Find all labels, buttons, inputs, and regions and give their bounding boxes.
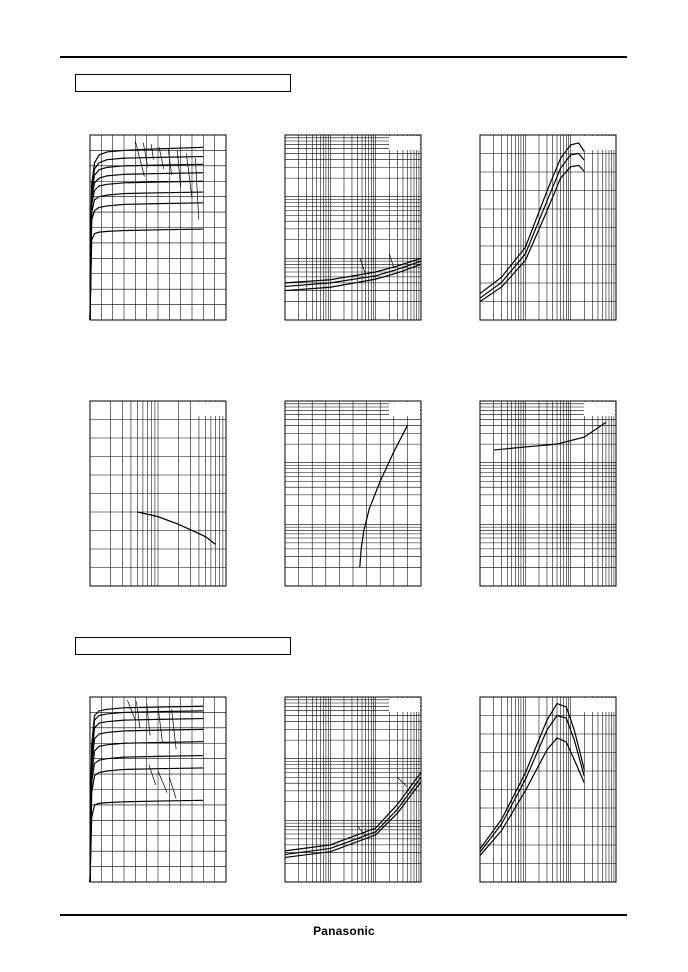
chart-2 xyxy=(285,135,421,320)
bottom-rule xyxy=(60,914,627,916)
legend-area xyxy=(584,402,615,416)
chart-7 xyxy=(90,697,226,882)
legend-area xyxy=(584,698,615,712)
chart-8 xyxy=(285,697,421,882)
section-1-title-box xyxy=(75,74,291,92)
plot-area xyxy=(285,697,421,882)
legend-area xyxy=(389,402,420,416)
section-2-title-box xyxy=(75,637,291,655)
legend-area xyxy=(389,698,420,712)
brand-logo-text: Panasonic xyxy=(313,924,375,938)
legend-area xyxy=(584,136,615,150)
chart-5 xyxy=(285,401,421,586)
chart-4 xyxy=(90,401,226,586)
legend-area xyxy=(389,136,420,150)
plot-area xyxy=(285,135,421,320)
chart-1 xyxy=(90,135,226,320)
grid xyxy=(90,401,226,586)
top-rule xyxy=(60,56,627,58)
legend-area xyxy=(194,402,225,416)
chart-3 xyxy=(480,135,616,320)
chart-6 xyxy=(480,401,616,586)
chart-9 xyxy=(480,697,616,882)
